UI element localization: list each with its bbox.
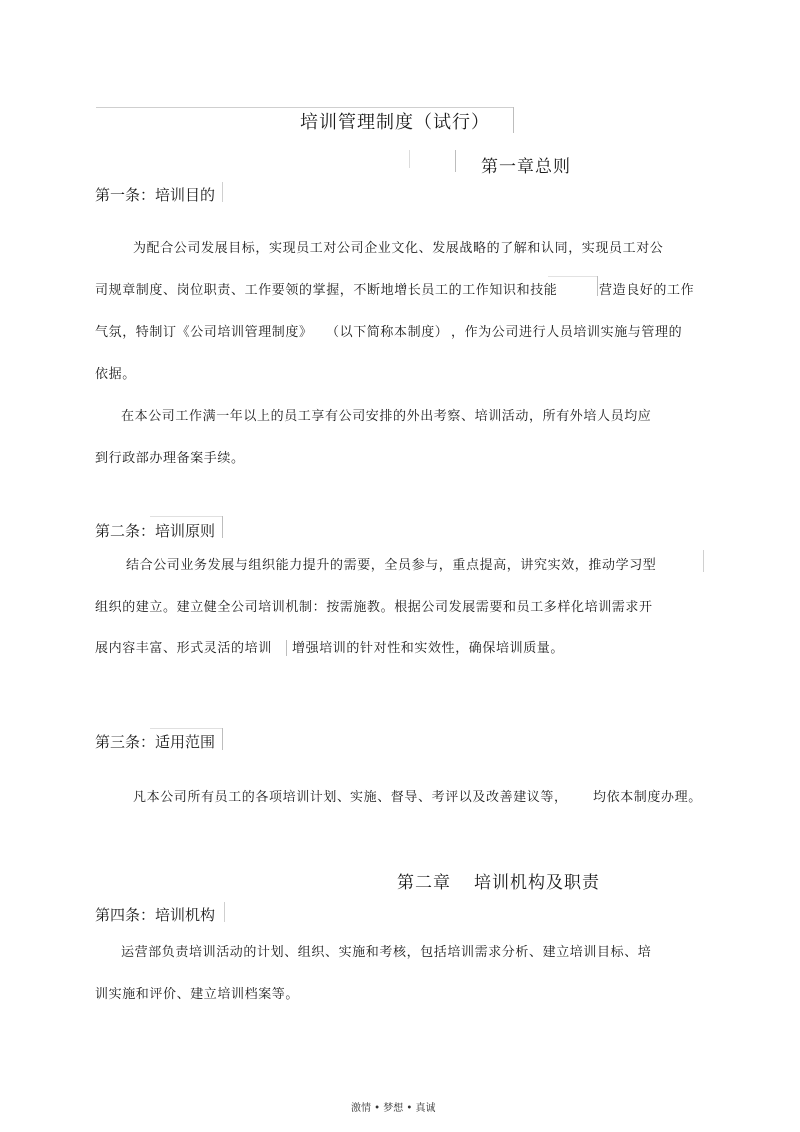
article-1-para-2-line-2: 到行政部办理备案手续。 <box>95 451 245 466</box>
article-2-line-3a: 展内容丰富、形式灵活的培训 <box>95 641 272 656</box>
article-3-marker <box>222 728 223 750</box>
article-2-heading: 第二条：培训原则 <box>95 522 216 540</box>
document-title: 培训管理制度（试行） <box>300 112 490 133</box>
article-1-line-1: 为配合公司发展目标，实现员工对公司企业文化、发展战略的了解和认同，实现员工对公 <box>133 241 664 256</box>
article-1-line-4: 依据。 <box>95 367 136 382</box>
title-divider <box>513 107 514 133</box>
text-box-top <box>548 276 598 277</box>
article-4-line-2: 训实施和评价、建立培训档案等。 <box>95 987 300 1002</box>
article-3-box-top <box>150 728 222 729</box>
article-1-heading: 第一条：培训目的 <box>95 186 216 204</box>
article-4-line-1: 运营部负责培训活动的计划、组织、实施和考核，包括培训需求分析、建立培训目标、培 <box>121 945 652 960</box>
article-3-line-1c: 均依本制度办理。 <box>593 790 702 805</box>
article-4-marker <box>224 902 225 922</box>
article-2-line-1: 结合公司业务发展与组织能力提升的需要，全员参与，重点提高，讲究实效，推动学习型 <box>126 558 657 573</box>
article-1-line-2b: 营造良好的工作 <box>599 283 695 298</box>
chapter-one-title: 第一章总则 <box>481 157 571 177</box>
article-2-inline-marker <box>286 640 287 656</box>
chapter-divider-left <box>409 150 410 168</box>
article-1-line-3b: （以下简称本制度） <box>326 325 449 340</box>
article-3-line-1a: 凡本公司所有员工的各项培训计划、 <box>133 790 351 805</box>
article-3-heading: 第三条：适用范围 <box>95 733 216 751</box>
article-1-line-3c: ，作为公司进行人员培训实施与管理的 <box>451 325 683 340</box>
chapter-divider-right <box>455 150 456 172</box>
article-2-line-3b: 增强培训的针对性和实效性，确保培训质量。 <box>292 641 565 656</box>
chapter-two-title: 培训机构及职责 <box>474 873 600 893</box>
page-footer: 激情 • 梦想 • 真诚 <box>351 1103 436 1114</box>
article-4-heading: 第四条：培训机构 <box>95 906 216 924</box>
article-3-line-1b: 实施、督导、考评以及改善建议等， <box>350 790 568 805</box>
article-2-line-2: 组织的建立。建立健全公司培训机制：按需施教。根据公司发展需要和员工多样化培训需求开 <box>95 600 653 615</box>
article-1-marker <box>222 182 223 202</box>
article-1-line-3a: 气氛，特制订《公司培训管理制度》 <box>95 325 313 340</box>
article-2-right-marker <box>703 550 704 572</box>
article-2-marker <box>222 516 223 538</box>
article-1-para-2-line-1: 在本公司工作满一年以上的员工享有公司安排的外出考察、培训活动，所有外培人员均应 <box>121 409 652 424</box>
text-box-edge <box>597 276 598 296</box>
article-2-box-top <box>150 516 222 517</box>
chapter-two-number: 第二章 <box>397 873 451 893</box>
article-1-line-2a: 司规章制度、岗位职责、工作要领的掌握，不断地增长员工的工作知识和技能 <box>95 283 558 298</box>
